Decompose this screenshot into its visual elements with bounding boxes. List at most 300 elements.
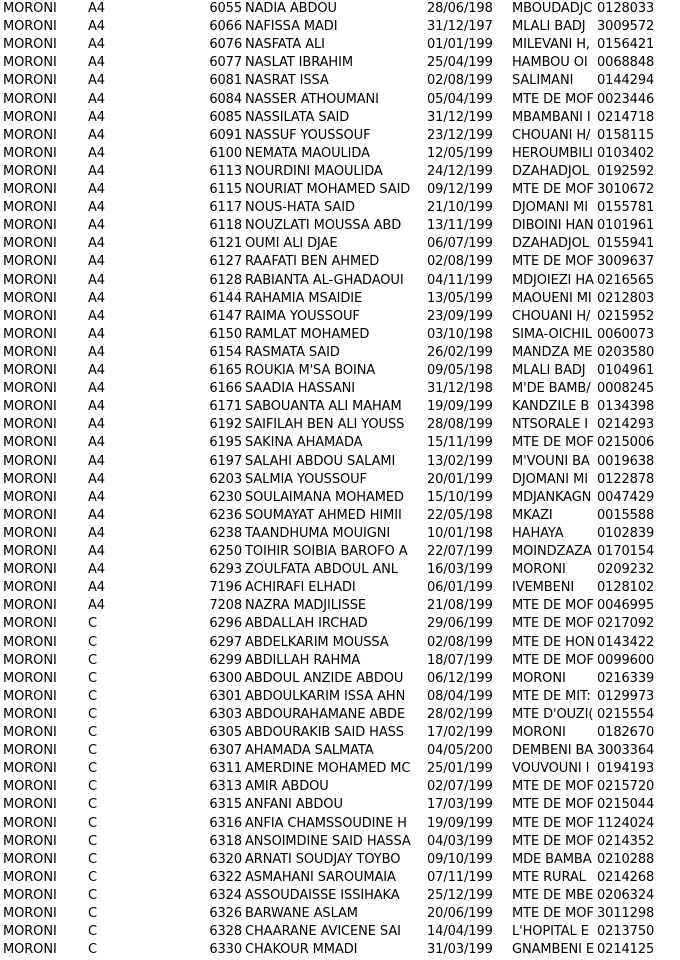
city-cell: MORONI [3, 363, 57, 378]
number-cell: 6150 [209, 326, 242, 342]
birthdate-cell: 20/06/199 [427, 906, 493, 921]
number-cell: 6117 [209, 200, 242, 216]
birthplace-cell: NTSORALE I [512, 417, 588, 433]
series-cell: A4 [88, 254, 105, 270]
birthplace-cell: MTE DE MOF [512, 797, 594, 813]
city-cell: MORONI [3, 1, 57, 16]
table-row [0, 869, 680, 887]
city-cell: MORONI [3, 55, 57, 71]
birthdate-cell: 25/12/199 [427, 887, 493, 903]
table-row [0, 507, 680, 525]
id-cell: 0104961 [597, 363, 655, 378]
table-row [0, 235, 680, 253]
birthplace-cell: MORONI [512, 725, 566, 740]
name-cell: NOURIAT MOHAMED SAID [245, 182, 411, 197]
birthdate-cell: 13/11/199 [427, 218, 493, 234]
city-cell: MORONI [3, 616, 57, 632]
city-cell: MORONI [3, 706, 57, 722]
birthplace-cell: MORONI [512, 670, 566, 686]
number-cell: 6118 [209, 218, 242, 234]
birthplace-cell: MAOUENI MI [512, 290, 592, 306]
city-cell: MORONI [3, 272, 57, 288]
series-cell: A4 [88, 399, 105, 415]
number-cell: 6315 [209, 797, 242, 813]
birthplace-cell: MTE RURAL [512, 869, 586, 885]
birthdate-cell: 20/01/199 [427, 471, 493, 487]
birthdate-cell: 02/08/199 [427, 634, 493, 650]
id-cell: 0212803 [597, 290, 655, 306]
name-cell: SAKINA AHAMADA [245, 435, 363, 451]
series-cell: A4 [88, 525, 105, 541]
city-cell: MORONI [3, 725, 57, 740]
table-row [0, 561, 680, 579]
city-cell: MORONI [3, 562, 57, 578]
birthplace-cell: MTE DE MOF [512, 906, 594, 921]
series-cell: A4 [88, 344, 105, 360]
name-cell: AHAMADA SALMATA [245, 743, 374, 759]
id-cell: 0216565 [597, 272, 655, 288]
table-row [0, 380, 680, 398]
table-row [0, 253, 680, 271]
series-cell: A4 [88, 145, 105, 161]
birthdate-cell: 09/10/199 [427, 851, 493, 867]
table-row [0, 833, 680, 851]
id-cell: 0155781 [597, 200, 655, 216]
birthdate-cell: 07/11/199 [427, 869, 493, 885]
series-cell: C [88, 906, 97, 921]
name-cell: ARNATI SOUDJAY TOYBO [245, 851, 401, 867]
birthdate-cell: 04/03/199 [427, 833, 493, 849]
city-cell: MORONI [3, 797, 57, 813]
birthplace-cell: M'DE BAMB/ [512, 381, 591, 397]
id-cell: 0215554 [597, 706, 655, 722]
id-cell: 0134398 [597, 399, 655, 415]
number-cell: 6322 [209, 869, 242, 885]
id-cell: 0215006 [597, 435, 655, 451]
city-cell: MORONI [3, 381, 57, 397]
city-cell: MORONI [3, 453, 57, 469]
city-cell: MORONI [3, 37, 57, 53]
name-cell: NASLAT IBRAHIM [245, 55, 353, 71]
table-row [0, 145, 680, 163]
id-cell: 0215952 [597, 308, 655, 324]
id-cell: 0215044 [597, 797, 655, 813]
city-cell: MORONI [3, 417, 57, 433]
id-cell: 3011298 [597, 906, 655, 921]
city-cell: MORONI [3, 887, 57, 903]
birthplace-cell: MDE BAMBA [512, 851, 592, 867]
table-row [0, 453, 680, 471]
table-row [0, 489, 680, 507]
city-cell: MORONI [3, 688, 57, 704]
name-cell: SALAHI ABDOU SALAMI [245, 453, 396, 469]
name-cell: OUMI ALI DJAE [245, 236, 338, 252]
table-row [0, 742, 680, 760]
city-cell: MORONI [3, 544, 57, 559]
id-cell: 3010672 [597, 182, 655, 197]
birthdate-cell: 31/12/197 [427, 19, 493, 35]
id-cell: 0128033 [597, 1, 655, 16]
number-cell: 6300 [209, 670, 242, 686]
birthplace-cell: DZAHADJOL [512, 236, 589, 252]
city-cell: MORONI [3, 761, 57, 777]
id-cell: 0128102 [597, 580, 655, 596]
id-cell: 0019638 [597, 453, 655, 469]
series-cell: C [88, 779, 97, 795]
name-cell: ANFANI ABDOU [245, 797, 343, 813]
number-cell: 6296 [209, 616, 242, 632]
table-row [0, 18, 680, 36]
number-cell: 6203 [209, 471, 242, 487]
birthplace-cell: MANDZA ME [512, 344, 593, 360]
birthdate-cell: 06/01/199 [427, 580, 493, 596]
city-cell: MORONI [3, 507, 57, 523]
birthplace-cell: SIMA-OICHIL [512, 326, 592, 342]
number-cell: 6293 [209, 562, 242, 578]
birthplace-cell: MTE DE HON [512, 634, 595, 650]
series-cell: A4 [88, 109, 105, 125]
name-cell: SALMIA YOUSSOUF [245, 471, 367, 487]
birthplace-cell: DJOMANI MI [512, 200, 588, 216]
birthdate-cell: 13/05/199 [427, 290, 493, 306]
number-cell: 6326 [209, 906, 242, 921]
series-cell: A4 [88, 417, 105, 433]
name-cell: ABDALLAH IRCHAD [245, 616, 368, 632]
id-cell: 0068848 [597, 55, 655, 71]
city-cell: MORONI [3, 435, 57, 451]
id-cell: 0214293 [597, 417, 655, 433]
name-cell: ZOULFATA ABDOUL ANL [245, 562, 398, 578]
city-cell: MORONI [3, 580, 57, 596]
series-cell: C [88, 725, 97, 740]
table-row [0, 634, 680, 652]
number-cell: 6307 [209, 743, 242, 759]
series-cell: C [88, 688, 97, 704]
number-cell: 6238 [209, 525, 242, 541]
name-cell: SABOUANTA ALI MAHAM [245, 399, 402, 415]
city-cell: MORONI [3, 634, 57, 650]
name-cell: RABIANTA AL-GHADAOUI [245, 272, 404, 288]
name-cell: NOUS-HATA SAID [245, 200, 355, 216]
birthplace-cell: DIBOINI HAN [512, 218, 594, 234]
series-cell: A4 [88, 200, 105, 216]
number-cell: 6166 [209, 381, 242, 397]
table-row [0, 308, 680, 326]
number-cell: 6121 [209, 236, 242, 252]
name-cell: TOIHIR SOIBIA BAROFO A [245, 544, 408, 559]
number-cell: 6324 [209, 887, 242, 903]
number-cell: 6144 [209, 290, 242, 306]
id-cell: 0194193 [597, 761, 655, 777]
number-cell: 6165 [209, 363, 242, 378]
name-cell: ANSOIMDINE SAID HASSA [245, 833, 411, 849]
birthdate-cell: 28/06/198 [427, 1, 493, 16]
city-cell: MORONI [3, 182, 57, 197]
series-cell: C [88, 743, 97, 759]
table-row [0, 344, 680, 362]
name-cell: CHAARANE AVICENE SAI [245, 924, 401, 940]
number-cell: 6192 [209, 417, 242, 433]
id-cell: 3009637 [597, 254, 655, 270]
birthdate-cell: 28/08/199 [427, 417, 493, 433]
table-row [0, 36, 680, 54]
series-cell: A4 [88, 326, 105, 342]
id-cell: 0214268 [597, 869, 655, 885]
table-row [0, 579, 680, 597]
number-cell: 6100 [209, 145, 242, 161]
number-cell: 6305 [209, 725, 242, 740]
series-cell: C [88, 652, 97, 668]
name-cell: AMIR ABDOU [245, 779, 329, 795]
name-cell: NASFATA ALI [245, 37, 325, 53]
city-cell: MORONI [3, 19, 57, 35]
birthplace-cell: MTE DE MOF [512, 815, 594, 831]
number-cell: 7208 [209, 598, 242, 614]
birthdate-cell: 06/07/199 [427, 236, 493, 252]
id-cell: 0213750 [597, 924, 655, 940]
name-cell: RAMLAT MOHAMED [245, 326, 370, 342]
birthdate-cell: 09/05/198 [427, 363, 493, 378]
city-cell: MORONI [3, 743, 57, 759]
name-cell: TAANDHUMA MOUIGNI [245, 525, 391, 541]
birthdate-cell: 02/08/199 [427, 73, 493, 89]
name-cell: NEMATA MAOULIDA [245, 145, 370, 161]
id-cell: 0215720 [597, 779, 655, 795]
name-cell: CHAKOUR MMADI [245, 942, 358, 958]
birthdate-cell: 18/07/199 [427, 652, 493, 668]
number-cell: 6197 [209, 453, 242, 469]
table-row [0, 72, 680, 90]
birthplace-cell: MTE DE MBE [512, 887, 594, 903]
birthplace-cell: M'VOUNI BA [512, 453, 590, 469]
table-row [0, 670, 680, 688]
name-cell: RAIMA YOUSSOUF [245, 308, 360, 324]
city-cell: MORONI [3, 471, 57, 487]
name-cell: NOUZLATI MOUSSA ABD [245, 218, 402, 234]
birthplace-cell: MTE DE MOF [512, 598, 594, 614]
birthplace-cell: MDJANKAGN [512, 489, 592, 505]
birthdate-cell: 04/11/199 [427, 272, 493, 288]
id-cell: 0214125 [597, 942, 655, 958]
birthplace-cell: KANDZILE B [512, 399, 590, 415]
table-row [0, 941, 680, 959]
number-cell: 6171 [209, 399, 242, 415]
series-cell: A4 [88, 544, 105, 559]
city-cell: MORONI [3, 91, 57, 107]
series-cell: A4 [88, 37, 105, 53]
number-cell: 6055 [209, 1, 242, 16]
table-row [0, 525, 680, 543]
birthdate-cell: 31/12/199 [427, 109, 493, 125]
name-cell: BARWANE ASLAM [245, 906, 358, 921]
series-cell: A4 [88, 91, 105, 107]
birthdate-cell: 25/04/199 [427, 55, 493, 71]
table-row [0, 706, 680, 724]
birthdate-cell: 04/05/200 [427, 743, 493, 759]
table-row [0, 796, 680, 814]
city-cell: MORONI [3, 779, 57, 795]
city-cell: MORONI [3, 851, 57, 867]
number-cell: 6301 [209, 688, 242, 704]
series-cell: A4 [88, 507, 105, 523]
table-row [0, 109, 680, 127]
table-row [0, 543, 680, 561]
number-cell: 6115 [209, 182, 242, 197]
name-cell: ANFIA CHAMSSOUDINE H [245, 815, 407, 831]
city-cell: MORONI [3, 489, 57, 505]
series-cell: A4 [88, 489, 105, 505]
number-cell: 6084 [209, 91, 242, 107]
series-cell: A4 [88, 435, 105, 451]
number-cell: 7196 [209, 580, 242, 596]
table-row [0, 905, 680, 923]
city-cell: MORONI [3, 906, 57, 921]
birthplace-cell: HAMBOU OI [512, 55, 588, 71]
city-cell: MORONI [3, 109, 57, 125]
name-cell: NASRAT ISSA [245, 73, 329, 89]
birthplace-cell: DEMBENI BA [512, 743, 594, 759]
birthplace-cell: MOINDZAZA [512, 544, 592, 559]
table-row [0, 290, 680, 308]
birthdate-cell: 16/03/199 [427, 562, 493, 578]
name-cell: NADIA ABDOU [245, 1, 337, 16]
city-cell: MORONI [3, 598, 57, 614]
table-row [0, 398, 680, 416]
birthdate-cell: 17/03/199 [427, 797, 493, 813]
name-cell: NAZRA MADJILISSE [245, 598, 367, 614]
name-cell: AMERDINE MOHAMED MC [245, 761, 411, 777]
table-row [0, 923, 680, 941]
table-row [0, 326, 680, 344]
id-cell: 1124024 [597, 815, 655, 831]
series-cell: A4 [88, 363, 105, 378]
number-cell: 6328 [209, 924, 242, 940]
id-cell: 0129973 [597, 688, 655, 704]
birthplace-cell: SALIMANI [512, 73, 574, 89]
series-cell: C [88, 761, 97, 777]
birthplace-cell: MKAZI [512, 507, 553, 523]
birthplace-cell: MTE D'OUZI( [512, 706, 594, 722]
birthdate-cell: 09/12/199 [427, 182, 493, 197]
id-cell: 0023446 [597, 91, 655, 107]
id-cell: 0155941 [597, 236, 655, 252]
birthplace-cell: CHOUANI H/ [512, 127, 591, 143]
number-cell: 6081 [209, 73, 242, 89]
table-row [0, 163, 680, 181]
name-cell: RAAFATI BEN AHMED [245, 254, 380, 270]
city-cell: MORONI [3, 670, 57, 686]
birthdate-cell: 25/01/199 [427, 761, 493, 777]
series-cell: C [88, 833, 97, 849]
number-cell: 6066 [209, 19, 242, 35]
birthplace-cell: MDJOIEZI HA [512, 272, 594, 288]
birthdate-cell: 22/07/199 [427, 544, 493, 559]
table-row [0, 471, 680, 489]
birthdate-cell: 17/02/199 [427, 725, 493, 740]
id-cell: 0206324 [597, 887, 655, 903]
name-cell: ABDOURAKIB SAID HASS [245, 725, 404, 740]
birthplace-cell: MORONI [512, 562, 566, 578]
city-cell: MORONI [3, 163, 57, 179]
id-cell: 0046995 [597, 598, 655, 614]
birthdate-cell: 06/12/199 [427, 670, 493, 686]
name-cell: SOUMAYAT AHMED HIMII [245, 507, 402, 523]
birthdate-cell: 29/06/199 [427, 616, 493, 632]
birthdate-cell: 21/08/199 [427, 598, 493, 614]
city-cell: MORONI [3, 815, 57, 831]
number-cell: 6154 [209, 344, 242, 360]
city-cell: MORONI [3, 236, 57, 252]
id-cell: 0143422 [597, 634, 655, 650]
series-cell: C [88, 887, 97, 903]
table-row [0, 272, 680, 290]
birthplace-cell: VOUVOUNI I [512, 761, 590, 777]
id-cell: 0101961 [597, 218, 655, 234]
series-cell: C [88, 670, 97, 686]
series-cell: A4 [88, 381, 105, 397]
birthdate-cell: 03/10/198 [427, 326, 493, 342]
id-cell: 3003364 [597, 743, 655, 759]
number-cell: 6250 [209, 544, 242, 559]
city-cell: MORONI [3, 290, 57, 306]
name-cell: ABDOUL ANZIDE ABDOU [245, 670, 404, 686]
birthplace-cell: MTE DE MOF [512, 91, 594, 107]
birthplace-cell: MILEVANI H, [512, 37, 590, 53]
name-cell: ABDELKARIM MOUSSA [245, 634, 389, 650]
birthdate-cell: 05/04/199 [427, 91, 493, 107]
id-cell: 0103402 [597, 145, 655, 161]
series-cell: C [88, 942, 97, 958]
birthplace-cell: CHOUANI H/ [512, 308, 591, 324]
id-cell: 0217092 [597, 616, 655, 632]
id-cell: 0214352 [597, 833, 655, 849]
number-cell: 6076 [209, 37, 242, 53]
id-cell: 0214718 [597, 109, 655, 125]
table-row [0, 127, 680, 145]
birthdate-cell: 14/04/199 [427, 924, 493, 940]
birthplace-cell: MLALI BADJ [512, 19, 586, 35]
id-cell: 0209232 [597, 562, 655, 578]
series-cell: A4 [88, 236, 105, 252]
name-cell: ACHIRAFI ELHADI [245, 580, 356, 596]
city-cell: MORONI [3, 344, 57, 360]
id-cell: 0158115 [597, 127, 655, 143]
birthplace-cell: MTE DE MOF [512, 616, 594, 632]
city-cell: MORONI [3, 326, 57, 342]
name-cell: ROUKIA M'SA BOINA [245, 363, 376, 378]
table-row [0, 615, 680, 633]
series-cell: C [88, 616, 97, 632]
birthdate-cell: 15/11/199 [427, 435, 493, 451]
birthplace-cell: MTE DE MOF [512, 435, 594, 451]
number-cell: 6127 [209, 254, 242, 270]
series-cell: C [88, 797, 97, 813]
city-cell: MORONI [3, 399, 57, 415]
series-cell: A4 [88, 272, 105, 288]
city-cell: MORONI [3, 869, 57, 885]
series-cell: C [88, 851, 97, 867]
name-cell: SAIFILAH BEN ALI YOUSS [245, 417, 405, 433]
name-cell: RASMATA SAID [245, 344, 340, 360]
id-cell: 0047429 [597, 489, 655, 505]
number-cell: 6128 [209, 272, 242, 288]
birthplace-cell: GNAMBENI E [512, 942, 594, 958]
birthdate-cell: 02/08/199 [427, 254, 493, 270]
series-cell: A4 [88, 182, 105, 197]
table-row [0, 597, 680, 615]
name-cell: ASSOUDAISSE ISSIHAKA [245, 887, 400, 903]
birthdate-cell: 28/02/199 [427, 706, 493, 722]
